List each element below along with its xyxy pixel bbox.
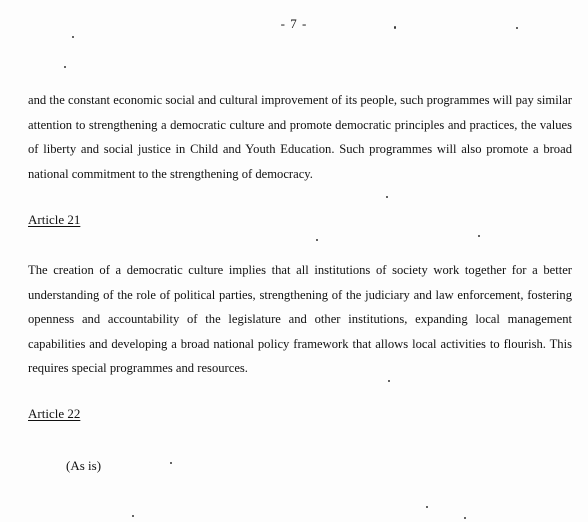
- article-22-text: (As is): [66, 458, 102, 473]
- scan-speck: [72, 36, 74, 38]
- scan-speck: [386, 196, 388, 198]
- heading-article-22: Article 22: [28, 406, 81, 421]
- scan-speck: [478, 235, 480, 237]
- scan-speck: [516, 27, 518, 29]
- scan-speck: [170, 462, 172, 464]
- scan-speck: [316, 239, 318, 241]
- scan-speck: [388, 380, 390, 382]
- paragraph-article-21: The creation of a democratic culture implies that all institutions of society work together for a better understanding of the role of political parties, strengthening of the judiciary and law enforcement, fostering openness and accountability of the legislature and other institutions, expanding local management capabilities and developing a broad national policy framework that allows local activities to flourish. This requires special programmes and resources.: [28, 263, 572, 375]
- paragraph-article-20-continued: and the constant economic social and cultural improvement of its people, such programmes will pay similar attention to strengthening a democratic culture and promote democratic principles and practices, the values of liberty and social justice in Child and Youth Education. Such programmes will also promote a broad national commitment to the strengthening of democracy.: [28, 93, 572, 181]
- scan-speck: [464, 517, 466, 519]
- scan-speck: [64, 66, 66, 68]
- scan-speck: [394, 26, 396, 29]
- scan-speck: [426, 506, 428, 508]
- heading-article-21: Article 21: [28, 212, 81, 227]
- scan-speck: [132, 515, 134, 517]
- page-number: - 7 -: [280, 16, 308, 31]
